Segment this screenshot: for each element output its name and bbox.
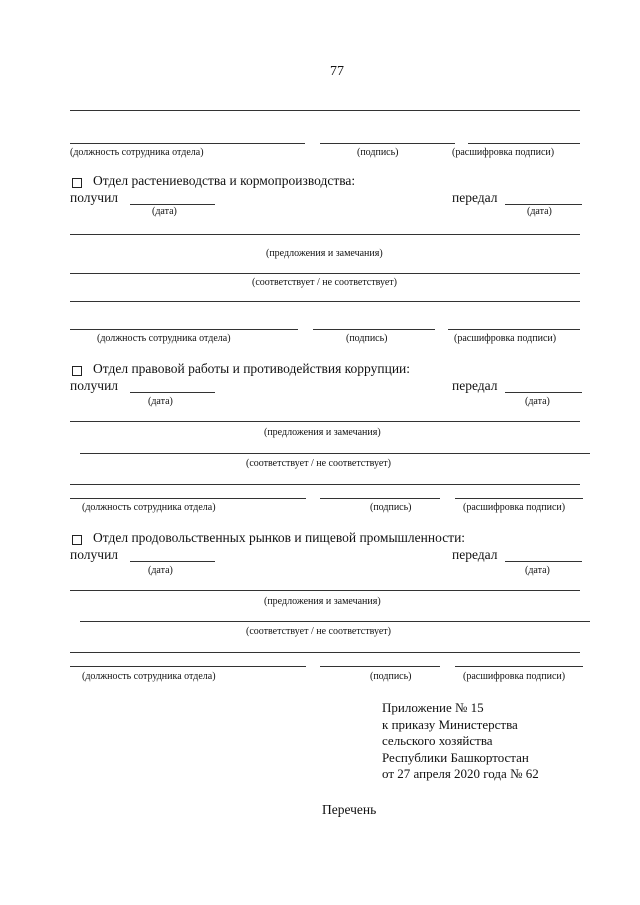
remarks-caption: (предложения и замечания) xyxy=(266,248,383,259)
remarks-line[interactable] xyxy=(70,234,580,235)
remarks-caption: (предложения и замечания) xyxy=(264,596,381,607)
section-title: Отдел правовой работы и противодействия коррупции: xyxy=(93,361,411,376)
passed-date-caption: (дата) xyxy=(525,565,550,576)
appendix-line-2: к приказу Министерства xyxy=(382,716,518,732)
compliance-line[interactable] xyxy=(80,453,590,454)
received-date-caption: (дата) xyxy=(148,565,173,576)
section-checkbox[interactable] xyxy=(72,535,82,545)
passed-date-caption: (дата) xyxy=(525,396,550,407)
extra-line[interactable] xyxy=(70,484,580,485)
compliance-caption: (соответствует / не соответствует) xyxy=(246,458,391,469)
page-number: 77 xyxy=(330,64,344,79)
passed-date-line[interactable] xyxy=(505,204,582,205)
decryption-caption: (расшифровка подписи) xyxy=(454,333,557,344)
passed-date-caption: (дата) xyxy=(527,206,552,217)
position-line[interactable] xyxy=(70,666,306,667)
position-caption: (должность сотрудника отдела) xyxy=(97,333,231,344)
signature-line[interactable] xyxy=(320,498,440,499)
received-date-line[interactable] xyxy=(130,204,215,205)
decryption-line[interactable] xyxy=(455,498,583,499)
top-position-caption: (должность сотрудника отдела) xyxy=(70,147,204,158)
section-title: Отдел продовольственных рынков и пищевой промышленности: xyxy=(93,530,466,545)
compliance-line[interactable] xyxy=(70,273,580,274)
position-caption: (должность сотрудника отдела) xyxy=(82,671,216,682)
appendix-line-4: Республики Башкортостан xyxy=(382,749,529,765)
passed-label: передал xyxy=(452,190,498,205)
section-checkbox[interactable] xyxy=(72,178,82,188)
compliance-caption: (соответствует / не соответствует) xyxy=(252,277,397,288)
received-date-line[interactable] xyxy=(130,561,215,562)
passed-label: передал xyxy=(452,378,498,393)
signature-caption: (подпись) xyxy=(346,333,388,344)
appendix-line-5: от 27 апреля 2020 года № 62 xyxy=(382,766,539,781)
received-label: получил xyxy=(70,378,119,393)
decryption-caption: (расшифровка подписи) xyxy=(463,502,566,513)
signature-caption: (подпись) xyxy=(370,671,412,682)
section-title: Отдел растениеводства и кормопроизводства: xyxy=(93,173,356,188)
position-line[interactable] xyxy=(70,498,306,499)
signature-caption: (подпись) xyxy=(370,502,412,513)
top-decryption-caption: (расшифровка подписи) xyxy=(452,147,555,158)
appendix-line-1: Приложение № 15 xyxy=(382,700,484,715)
compliance-caption: (соответствует / не соответствует) xyxy=(246,626,391,637)
decryption-line[interactable] xyxy=(448,329,580,330)
passed-label: передал xyxy=(452,547,498,562)
top-remarks-line[interactable] xyxy=(70,110,580,111)
list-title: Перечень xyxy=(322,802,377,817)
passed-date-line[interactable] xyxy=(505,561,582,562)
remarks-line[interactable] xyxy=(70,421,580,422)
remarks-line[interactable] xyxy=(70,590,580,591)
extra-line[interactable] xyxy=(70,652,580,653)
received-label: получил xyxy=(70,547,119,562)
section-checkbox[interactable] xyxy=(72,366,82,376)
remarks-caption: (предложения и замечания) xyxy=(264,427,381,438)
appendix-block xyxy=(382,700,539,783)
received-date-caption: (дата) xyxy=(152,206,177,217)
decryption-line[interactable] xyxy=(455,666,583,667)
top-decryption-line[interactable] xyxy=(468,143,580,144)
received-label: получил xyxy=(70,190,119,205)
signature-line[interactable] xyxy=(313,329,435,330)
received-date-caption: (дата) xyxy=(148,396,173,407)
decryption-caption: (расшифровка подписи) xyxy=(463,671,566,682)
appendix-line-3: сельского хозяйства xyxy=(382,733,493,748)
extra-line[interactable] xyxy=(70,301,580,302)
top-signature-caption: (подпись) xyxy=(357,147,399,158)
position-line[interactable] xyxy=(70,329,298,330)
top-position-line[interactable] xyxy=(70,143,305,144)
top-signature-line[interactable] xyxy=(320,143,455,144)
passed-date-line[interactable] xyxy=(505,392,582,393)
signature-line[interactable] xyxy=(320,666,440,667)
position-caption: (должность сотрудника отдела) xyxy=(82,502,216,513)
received-date-line[interactable] xyxy=(130,392,215,393)
compliance-line[interactable] xyxy=(80,621,590,622)
